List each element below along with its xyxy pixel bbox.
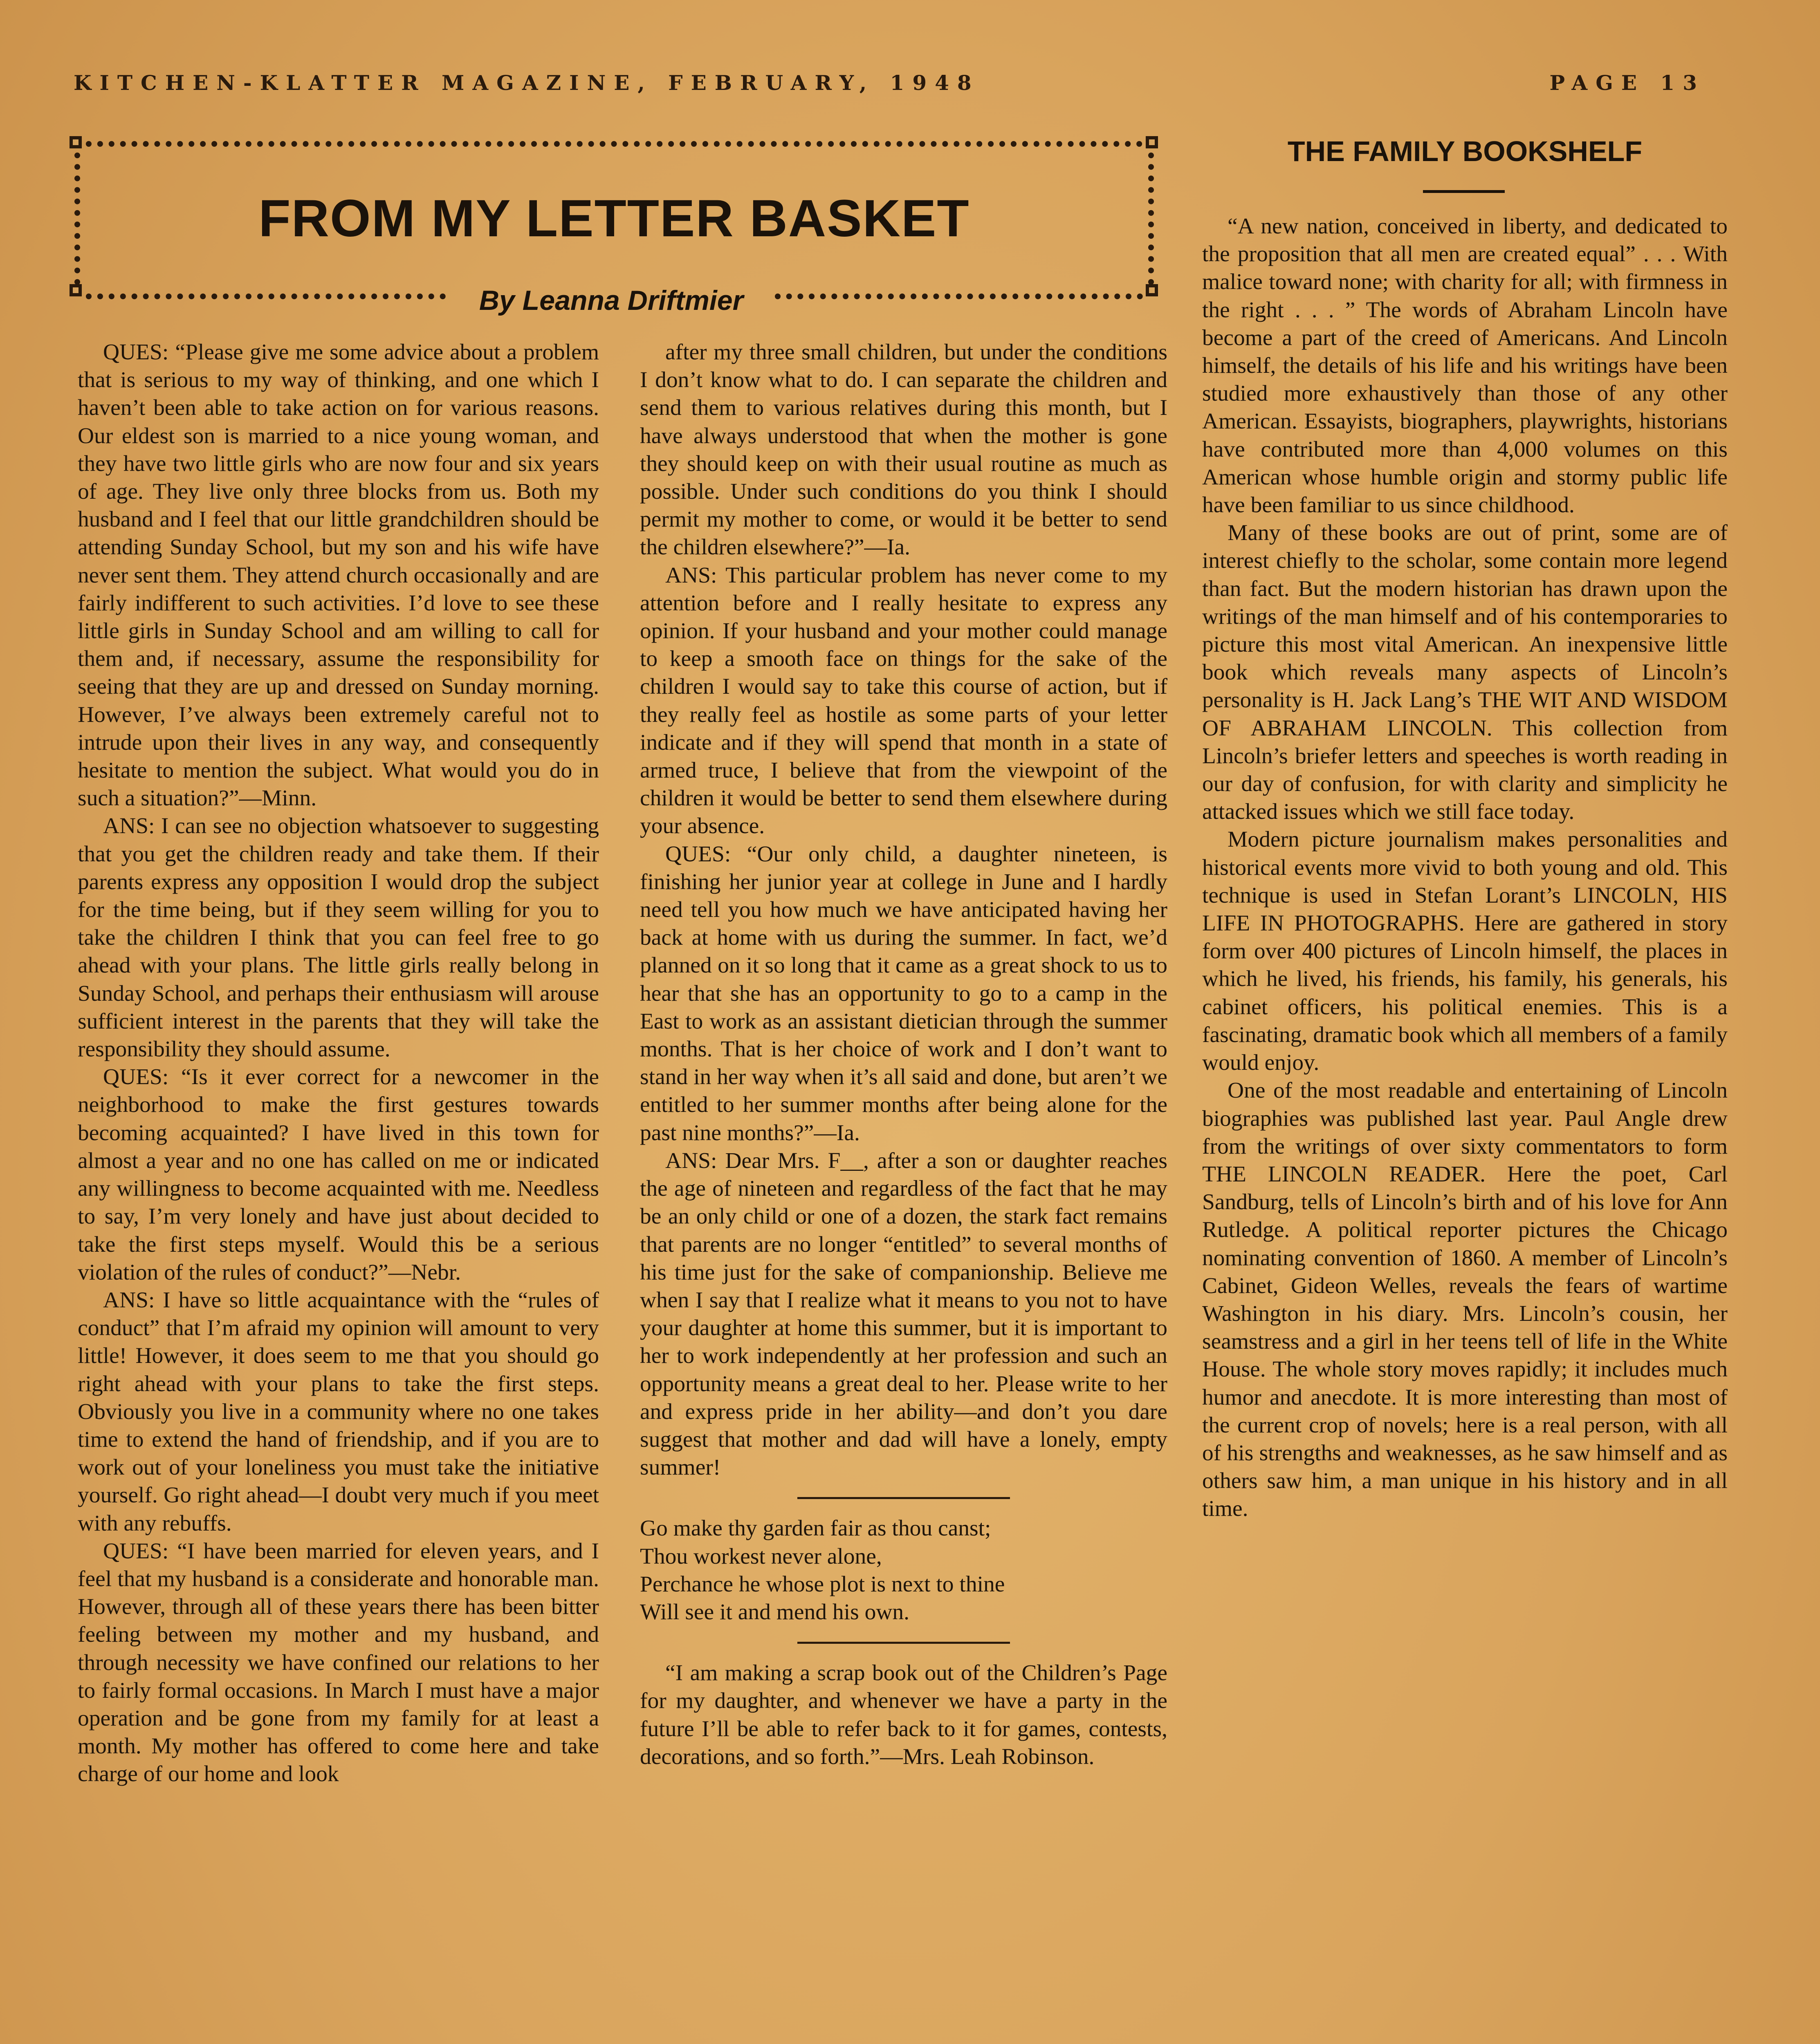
magazine-issue-line: KITCHEN-KLATTER MAGAZINE, FEBRUARY, 1948 (74, 71, 980, 95)
page-number: PAGE 13 (1549, 71, 1705, 95)
section-divider (797, 1497, 1010, 1499)
paragraph: QUES: “Our only child, a daughter nineteen, is finishing her junior year at college in June and I hardly need tell you how much we have anticipated having her back at home with us during the summer. In fact, we’d planned on it so long that it came as a great shock to us to hear that she has an opportunity to go to a camp in the East to work as an assistant dietician through the summer months. That is her choice of work and I don’t want to stand in her way when it’s all said and done, but aren’t we entitled to her summer months after being alone for the past nine months?”—Ia. (640, 841, 1167, 1145)
frame-bottom-border-left (86, 294, 446, 299)
paragraph: ANS: I can see no objection whatsoever to suggesting that you get the children ready and take them. If their parents express any opposition I would drop the subject for the time being, but if they seem willing for you to take the children I think that you can feel free to go ahead with your plans. The little girls really belong in Sunday School, and perhaps their enthusiasm will arouse sufficient interest in the parents that they will take the responsibility they should assume. (78, 814, 599, 1062)
paragraph: Modern picture journalism makes personalities and historical events more vivid to both young and old. This technique is used in Stefan Lorant’s LINCOLN, HIS LIFE IN PHOTOGRAPHS. Here are gathered in story form over 400 pictures of Lincoln himself, the places in which he lived, his friends, his family, his generals, his cabinet officers, his political enemies. This is a fascinating, dramatic book which all members of a family would enjoy. (1202, 827, 1728, 1076)
frame-corner-ornament (1146, 136, 1158, 148)
poem-line: Thou workest never alone, (640, 1544, 882, 1569)
bookshelf-heading: THE FAMILY BOOKSHELF (1287, 135, 1643, 167)
frame-bottom-border-right (775, 294, 1143, 299)
frame-corner-ornament (70, 136, 82, 148)
frame-corner-ornament (1146, 284, 1158, 296)
page-header (74, 69, 1705, 97)
paragraph: One of the most readable and entertaining of Lincoln biographies was published last year. Paul Angle drew from the writings of over sixty commentators to form THE LINCOLN READER. Here the poet, Carl Sandburg, tells of Lincoln’s birth and of his love for Ann Rutledge. A political reporter pictures the Chicago nominating convention of 1860. A member of Lincoln’s Cabinet, Gideon Welles, reveals the fears of wartime Washington in his diary. Mrs. Lincoln’s cousin, her seamstress and a girl in her teens tell of life in the White House. The whole story moves rapidly; it includes much humor and anecdote. It is more interesting than most of the current crop of novels; here is a real person, with all of his strengths and weaknesses, as he saw himself and as others saw him, a man unique in his history and in all time. (1202, 1078, 1728, 1522)
bookshelf-column (1202, 213, 1728, 1523)
poem-line: Go make thy garden fair as thou canst; (640, 1516, 991, 1541)
scrapbook-note: “I am making a scrap book out of the Children’s Page for my daughter, and whenever we have a party in the future I’ll be able to refer back to it for games, contests, decorations, and so forth.”—Mrs. Leah Robinson. (640, 1661, 1167, 1769)
article-title: FROM MY LETTER BASKET (258, 189, 970, 248)
article-column-2 (640, 338, 1167, 1771)
paragraph: after my three small children, but under the conditions I don’t know what to do. I can separate the children and send them to various relatives during this month, but I have always understood that when the mother is gone they should keep on with their usual routine as much as possible. Under such conditions do you think I should permit my mother to come, or would it be better to send the children elsewhere?”—Ia. (640, 340, 1167, 560)
paragraph: ANS: I have so little acquaintance with the “rules of conduct” that I’m afraid my opinion will amount to very little! However, it does seem to me that you should go right ahead with your plans to take the first steps. Obviously you live in a community where no one takes time to extend the hand of friendship, and if you are to work out of your loneliness you must take the initiative yourself. Go right ahead—I doubt very much if you meet with any rebuffs. (78, 1287, 599, 1536)
article-byline: By Leanna Driftmier (479, 285, 744, 316)
garden-poem (640, 1515, 1167, 1626)
paragraph: ANS: Dear Mrs. F__, after a son or daughter reaches the age of nineteen and regardless of the fact that he may be an only child or one of a dozen, the stark fact remains that parents are no longer “entitled” to several months of his time just for the sake of companionship. Believe me when I say that I realize what it means to you not to have your daughter at home this summer, but it is important to her to work independently at her profession and such an opportunity means a great deal to her. Please write to her and express pride in her ability—and don’t you dare suggest that mother and dad will have a lonely, empty summer! (640, 1148, 1167, 1480)
paragraph: “A new nation, conceived in liberty, and dedicated to the proposition that all men are created equal” . . . With malice toward none; with charity for all; with firmness in the right . . . ” The words of Abraham Lincoln have become a part of the creed of Americans. And Lincoln himself, the details of his life and his writings have been studied more exhaustively than those of any other American. Essayists, biographers, playwrights, historians have contributed more than 4,000 volumes on this American whose humble origin and stormy public life have been familiar to us since childhood. (1202, 214, 1728, 518)
article-column-1 (78, 338, 599, 1788)
poem-line: Will see it and mend his own. (640, 1599, 910, 1625)
paragraph: QUES: “Is it ever correct for a newcomer in the neighborhood to make the first gestures towards becoming acquainted? I have lived in this town for almost a year and no one has called on me or indicated any willingness to become acquainted with me. Needless to say, I’m very lonely and have just about decided to take the first steps myself. Would this be a serious violation of the rules of conduct?”—Nebr. (78, 1065, 599, 1285)
paragraph: QUES: “Please give me some advice about a problem that is serious to my way of thinking, and one which I haven’t been able to take action on for various reasons. Our eldest son is married to a nice young woman, and they have two little girls who are now four and six years of age. They live only three blocks from us. Both my husband and I feel that our little grandchildren should be attending Sunday School, but my son and his wife have never sent them. They attend church occasionally and are fairly indifferent to such activities. I’d love to see these little girls in Sunday School and am willing to call for them and, if necessary, assume the responsibility for seeing that they are up and dressed on Sunday morning. However, I’ve always been extremely careful not to intrude upon their lives in any way, and consequently hesitate to mention the subject. What would you do in such a situation?”—Minn. (78, 340, 599, 811)
frame-corner-ornament (70, 284, 82, 296)
section-divider (797, 1642, 1010, 1644)
poem-line: Perchance he whose plot is next to thine (640, 1571, 1005, 1597)
paragraph: QUES: “I have been married for eleven years, and I feel that my husband is a considerate and honorable man. However, through all of these years there has been bitter feeling between my mother and my husband, and through necessity we have confined our relations to her to fairly formal occasions. In March I must have a major operation and be gone from my family for at least a month. My mother has offered to come here and take charge of our home and look (78, 1538, 599, 1787)
paragraph: ANS: This particular problem has never come to my attention before and I really hesitate to express any opinion. If your husband and your mother could manage to keep a smooth face on things for the sake of the children I would say to take this course of action, but if they really feel as hostile as some parts of your letter indicate and if they will spend that month in a state of armed truce, I believe that from the viewpoint of the children it would be better to send them elsewhere during your absence. (640, 563, 1167, 839)
paragraph: Many of these books are out of print, some are of interest chiefly to the scholar, some contain more legend than fact. But the modern historian has drawn upon the writings of the man himself and of his contemporaries to picture this most vital American. An inexpensive little book which reveals many aspects of Lincoln’s personality is H. Jack Lang’s THE WIT AND WISDOM OF ABRAHAM LINCOLN. This collection from Lincoln’s briefer letters and speeches is worth reading in our day of confusion, for with clarity and simplicity he attacked issues which we still face today. (1202, 520, 1728, 825)
heading-underline (1423, 190, 1505, 193)
